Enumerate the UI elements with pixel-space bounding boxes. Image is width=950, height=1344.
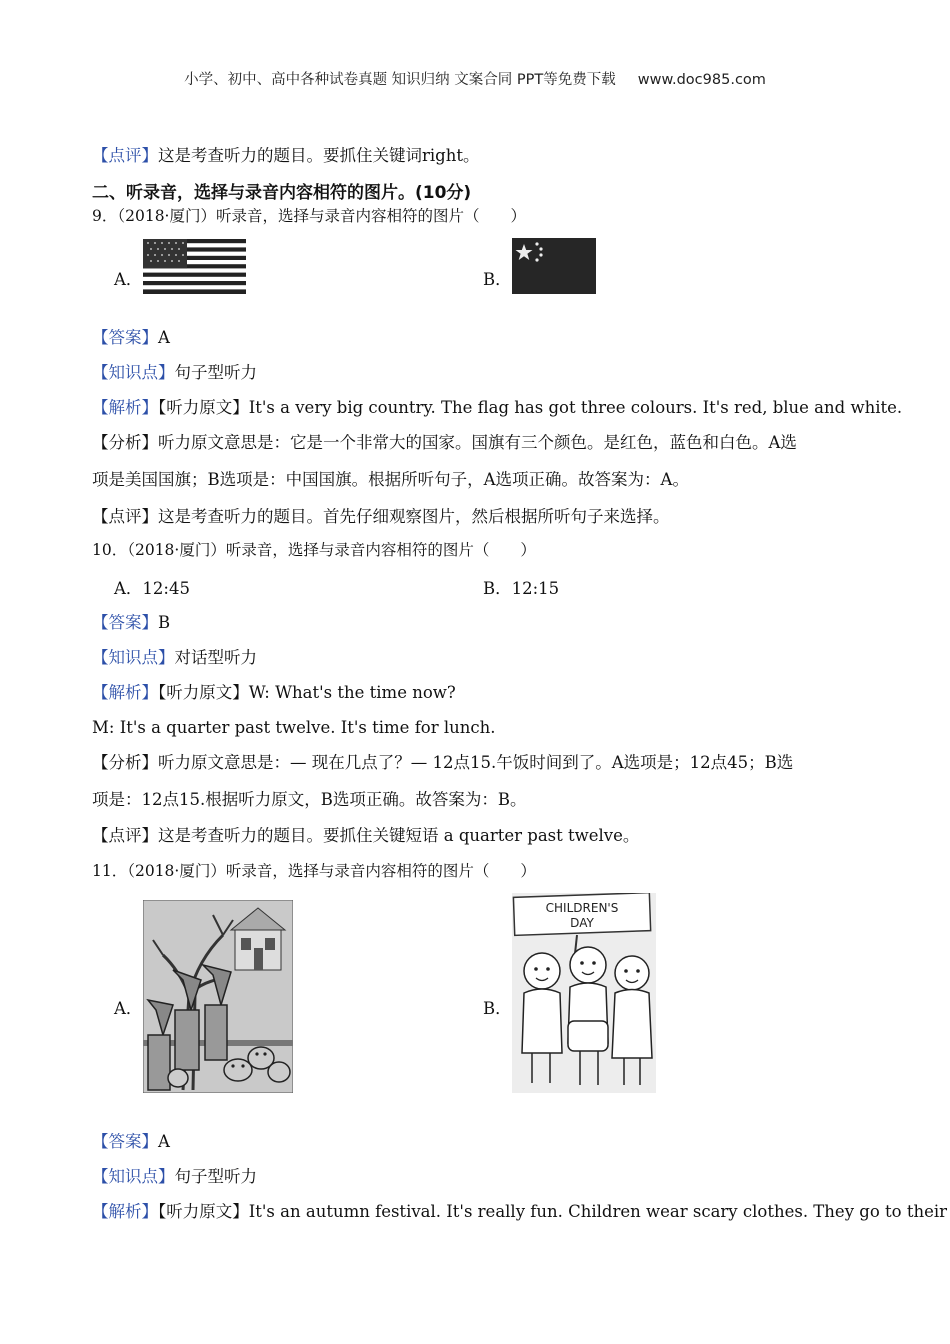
answer-value: A: [158, 1132, 170, 1151]
header-url[interactable]: www.doc985.com: [637, 72, 766, 88]
page-header: [0, 68, 950, 89]
analysis-tag: 【解析】: [92, 683, 158, 702]
q10-comment: [92, 825, 639, 847]
q11-knowledge: [92, 1166, 257, 1188]
q9-option-b[interactable]: B．: [483, 270, 512, 289]
q9-option-a[interactable]: A．: [114, 270, 143, 289]
answer-value: B: [158, 613, 171, 632]
analyze-tag: 【分析】: [92, 753, 158, 772]
q10-stem: 10．（2018·厦门）听录音，选择与录音内容相符的图片（ ）: [92, 541, 536, 559]
q9-comment: [92, 506, 670, 528]
knowledge-tag: 【知识点】: [92, 1167, 175, 1186]
q10-knowledge: [92, 647, 257, 669]
q10-analyze-2: 项是：12点15.根据听力原文，B选项正确。故答案为：B。: [92, 790, 527, 809]
q11-answer: [92, 1131, 170, 1153]
q10-answer: [92, 612, 170, 634]
q11-analysis: [92, 1201, 947, 1223]
q9-analyze-2: 项是美国国旗；B选项是：中国国旗。根据所听句子，A选项正确。故答案为：A。: [92, 470, 689, 489]
knowledge-text: 句子型听力: [174, 363, 257, 382]
analysis-text: 【听力原文】It's a very big country. The flag has got three colours. It's red, blue and white.: [158, 398, 903, 417]
q10-option-b[interactable]: B．12:15: [483, 579, 560, 598]
comment-text: 这是考查听力的题目。首先仔细观察图片，然后根据所听句子来选择。: [158, 507, 670, 526]
knowledge-tag: 【知识点】: [92, 363, 175, 382]
comment-tag: 【点评】: [92, 146, 158, 165]
answer-tag: 【答案】: [92, 613, 158, 632]
top-comment: [92, 145, 479, 167]
sign-text-line2: DAY: [570, 916, 594, 930]
section-title: 二、听录音，选择与录音内容相符的图片。(10分): [92, 183, 472, 203]
comment-text: 这是考查听力的题目。要抓住关键词right。: [158, 146, 480, 165]
q9-analyze-1: [92, 432, 797, 454]
knowledge-text: 句子型听力: [174, 1167, 257, 1186]
analyze-text: 听力原文意思是：— 现在几点了？— 12点15.午饭时间到了。A选项是；12点45；B选: [158, 753, 794, 772]
analyze-tag: 【分析】: [92, 433, 158, 452]
knowledge-tag: 【知识点】: [92, 648, 175, 667]
answer-tag: 【答案】: [92, 328, 158, 347]
q9-analysis: [92, 397, 902, 419]
childrens-day-image[interactable]: [512, 893, 656, 1093]
analysis-text: 【听力原文】W: What's the time now?: [158, 683, 456, 702]
analysis-text: 【听力原文】It's an autumn festival. It's really fun. Children wear scary clothes. They go to their: [158, 1202, 948, 1221]
answer-tag: 【答案】: [92, 1132, 158, 1151]
q10-option-a[interactable]: A．12:45: [114, 579, 190, 598]
comment-tag: 【点评】: [92, 826, 158, 845]
q11-option-a[interactable]: A．: [114, 999, 143, 1018]
halloween-image[interactable]: [143, 900, 293, 1093]
analyze-text: 听力原文意思是：它是一个非常大的国家。国旗有三个颜色。是红色，蓝色和白色。A选: [158, 433, 797, 452]
q9-knowledge: [92, 362, 257, 384]
analysis-tag: 【解析】: [92, 1202, 158, 1221]
q11-option-b[interactable]: B．: [483, 999, 512, 1018]
comment-tag: 【点评】: [92, 507, 158, 526]
q9-stem: 9．（2018·厦门）听录音，选择与录音内容相符的图片（ ）: [92, 207, 526, 225]
answer-value: A: [158, 328, 170, 347]
q11-stem: 11．（2018·厦门）听录音，选择与录音内容相符的图片（ ）: [92, 862, 536, 880]
knowledge-text: 对话型听力: [174, 648, 257, 667]
usa-flag-image[interactable]: [143, 239, 246, 294]
sign-text-line1: CHILDREN'S: [545, 901, 619, 915]
q10-analysis-2: M: It's a quarter past twelve. It's time for lunch.: [92, 718, 496, 737]
analysis-tag: 【解析】: [92, 398, 158, 417]
q10-analysis: [92, 682, 456, 704]
q10-analyze-1: [92, 752, 793, 774]
comment-text: 这是考查听力的题目。要抓住关键短语 a quarter past twelve。: [158, 826, 640, 845]
header-text: 小学、初中、高中各种试卷真题 知识归纳 文案合同 PPT等免费下载: [184, 72, 616, 88]
china-flag-image[interactable]: [512, 238, 596, 294]
q9-answer: [92, 327, 170, 349]
